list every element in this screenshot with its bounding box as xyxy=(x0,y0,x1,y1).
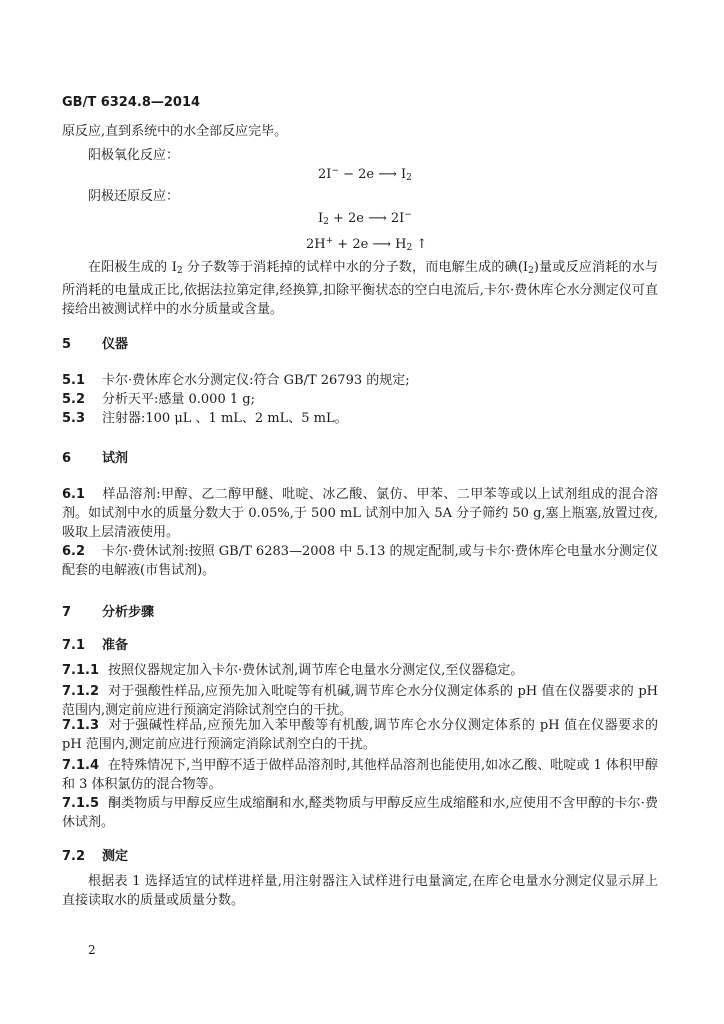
subsection-7-2-heading: 7.2 测定 xyxy=(62,849,129,864)
standard-code-header: GB/T 6324.8—2014 xyxy=(62,95,201,110)
cathode-equation-2: 2H+ + 2e ⟶ $H_2$ ↑ xyxy=(306,236,428,253)
item-5-3: 5.3 注射器:100 μL 、1 mL、2 mL、5 mL。 xyxy=(62,411,348,426)
cathode-equation-1: $I_2 + 2e$ ⟶ 2I− xyxy=(318,210,412,227)
anode-equation: 2I− − 2e ⟶ $I_2$ xyxy=(318,166,412,183)
item-6-1: 6.1 样品溶剂:甲醇、乙二醇甲醚、吡啶、冰乙酸、氯仿、甲苯、二甲苯等或以上试剂组成的混合溶剂。如试剂中水的质量分数大于 0.05%,于 500 mL 试剂中加入 5A 分子筛约 50 g,塞上瓶塞,放置过夜,吸取上层清液使用。 xyxy=(62,487,658,540)
item-6-2: 6.2 卡尔·费休试剂:按照 GB/T 6283—2008 中 5.13 的规定配制,或与卡尔·费休库仑电量水分测定仪配套的电解液(市售试剂)。 xyxy=(62,544,658,578)
page-number: 2 xyxy=(88,943,96,957)
intro-line: 原反应,直到系统中的水全部反应完毕。 xyxy=(62,124,288,139)
item-5-1: 5.1 卡尔·费休库仑水分测定仪:符合 GB/T 26793 的规定; xyxy=(62,373,410,388)
item-7-1-3: 7.1.3 对于强碱性样品,应预先加入苯甲酸等有机酸,调节库仑水分仪测定体系的 pH 值在仪器要求的 pH 范围内,测定前应进行预滴定消除试剂空白的干扰。 xyxy=(62,718,658,752)
section-6-heading: 6 试剂 xyxy=(62,451,129,466)
section-5-heading: 5 仪器 xyxy=(62,337,129,352)
subsection-7-1-heading: 7.1 准备 xyxy=(62,638,129,653)
measurement-paragraph: 根据表 1 选择适宜的试样进样量,用注射器注入试样进行电量滴定,在库仑电量水分测定仪显示屏上直接读取水的质量或质量分数。 xyxy=(62,874,658,908)
anode-label: 阳极氧化反应： xyxy=(88,148,180,163)
item-7-1-1: 7.1.1 按照仪器规定加入卡尔·费休试剂,调节库仑电量水分测定仪,至仪器稳定。 xyxy=(62,663,524,678)
item-5-2: 5.2 分析天平:感量 0.000 1 g; xyxy=(62,392,255,407)
item-7-1-4: 7.1.4 在特殊情况下,当甲醇不适于做样品溶剂时,其他样品溶剂也能使用,如冰乙酸、吡啶或 1 体积甲醇和 3 体积氯仿的混合物等。 xyxy=(62,758,658,792)
item-7-1-2: 7.1.2 对于强酸性样品,应预先加入吡啶等有机碱,调节库仑水分仪测定体系的 pH 值在仪器要求的 pH 范围内,测定前应进行预滴定消除试剂空白的干扰。 xyxy=(62,684,658,718)
item-7-1-5: 7.1.5 酮类物质与甲醇反应生成缩酮和水,醛类物质与甲醇反应生成缩醛和水,应使用不含甲醇的卡尔·费休试剂。 xyxy=(62,796,658,830)
cathode-label: 阴极还原反应： xyxy=(88,189,180,204)
section-7-heading: 7 分析步骤 xyxy=(62,605,155,620)
principle-paragraph: 在阳极生成的 $I_2$ 分子数等于消耗掉的试样中水的分子数，而电解生成的碘$(I_2)$量或反应消耗的水与所消耗的电量成正比,依据法拉第定律,经换算,扣除平衡状态的空白电流后,卡尔·费休库仑水分测定仪可直接给出被测试样中的水分质量或含量。 xyxy=(62,260,658,317)
